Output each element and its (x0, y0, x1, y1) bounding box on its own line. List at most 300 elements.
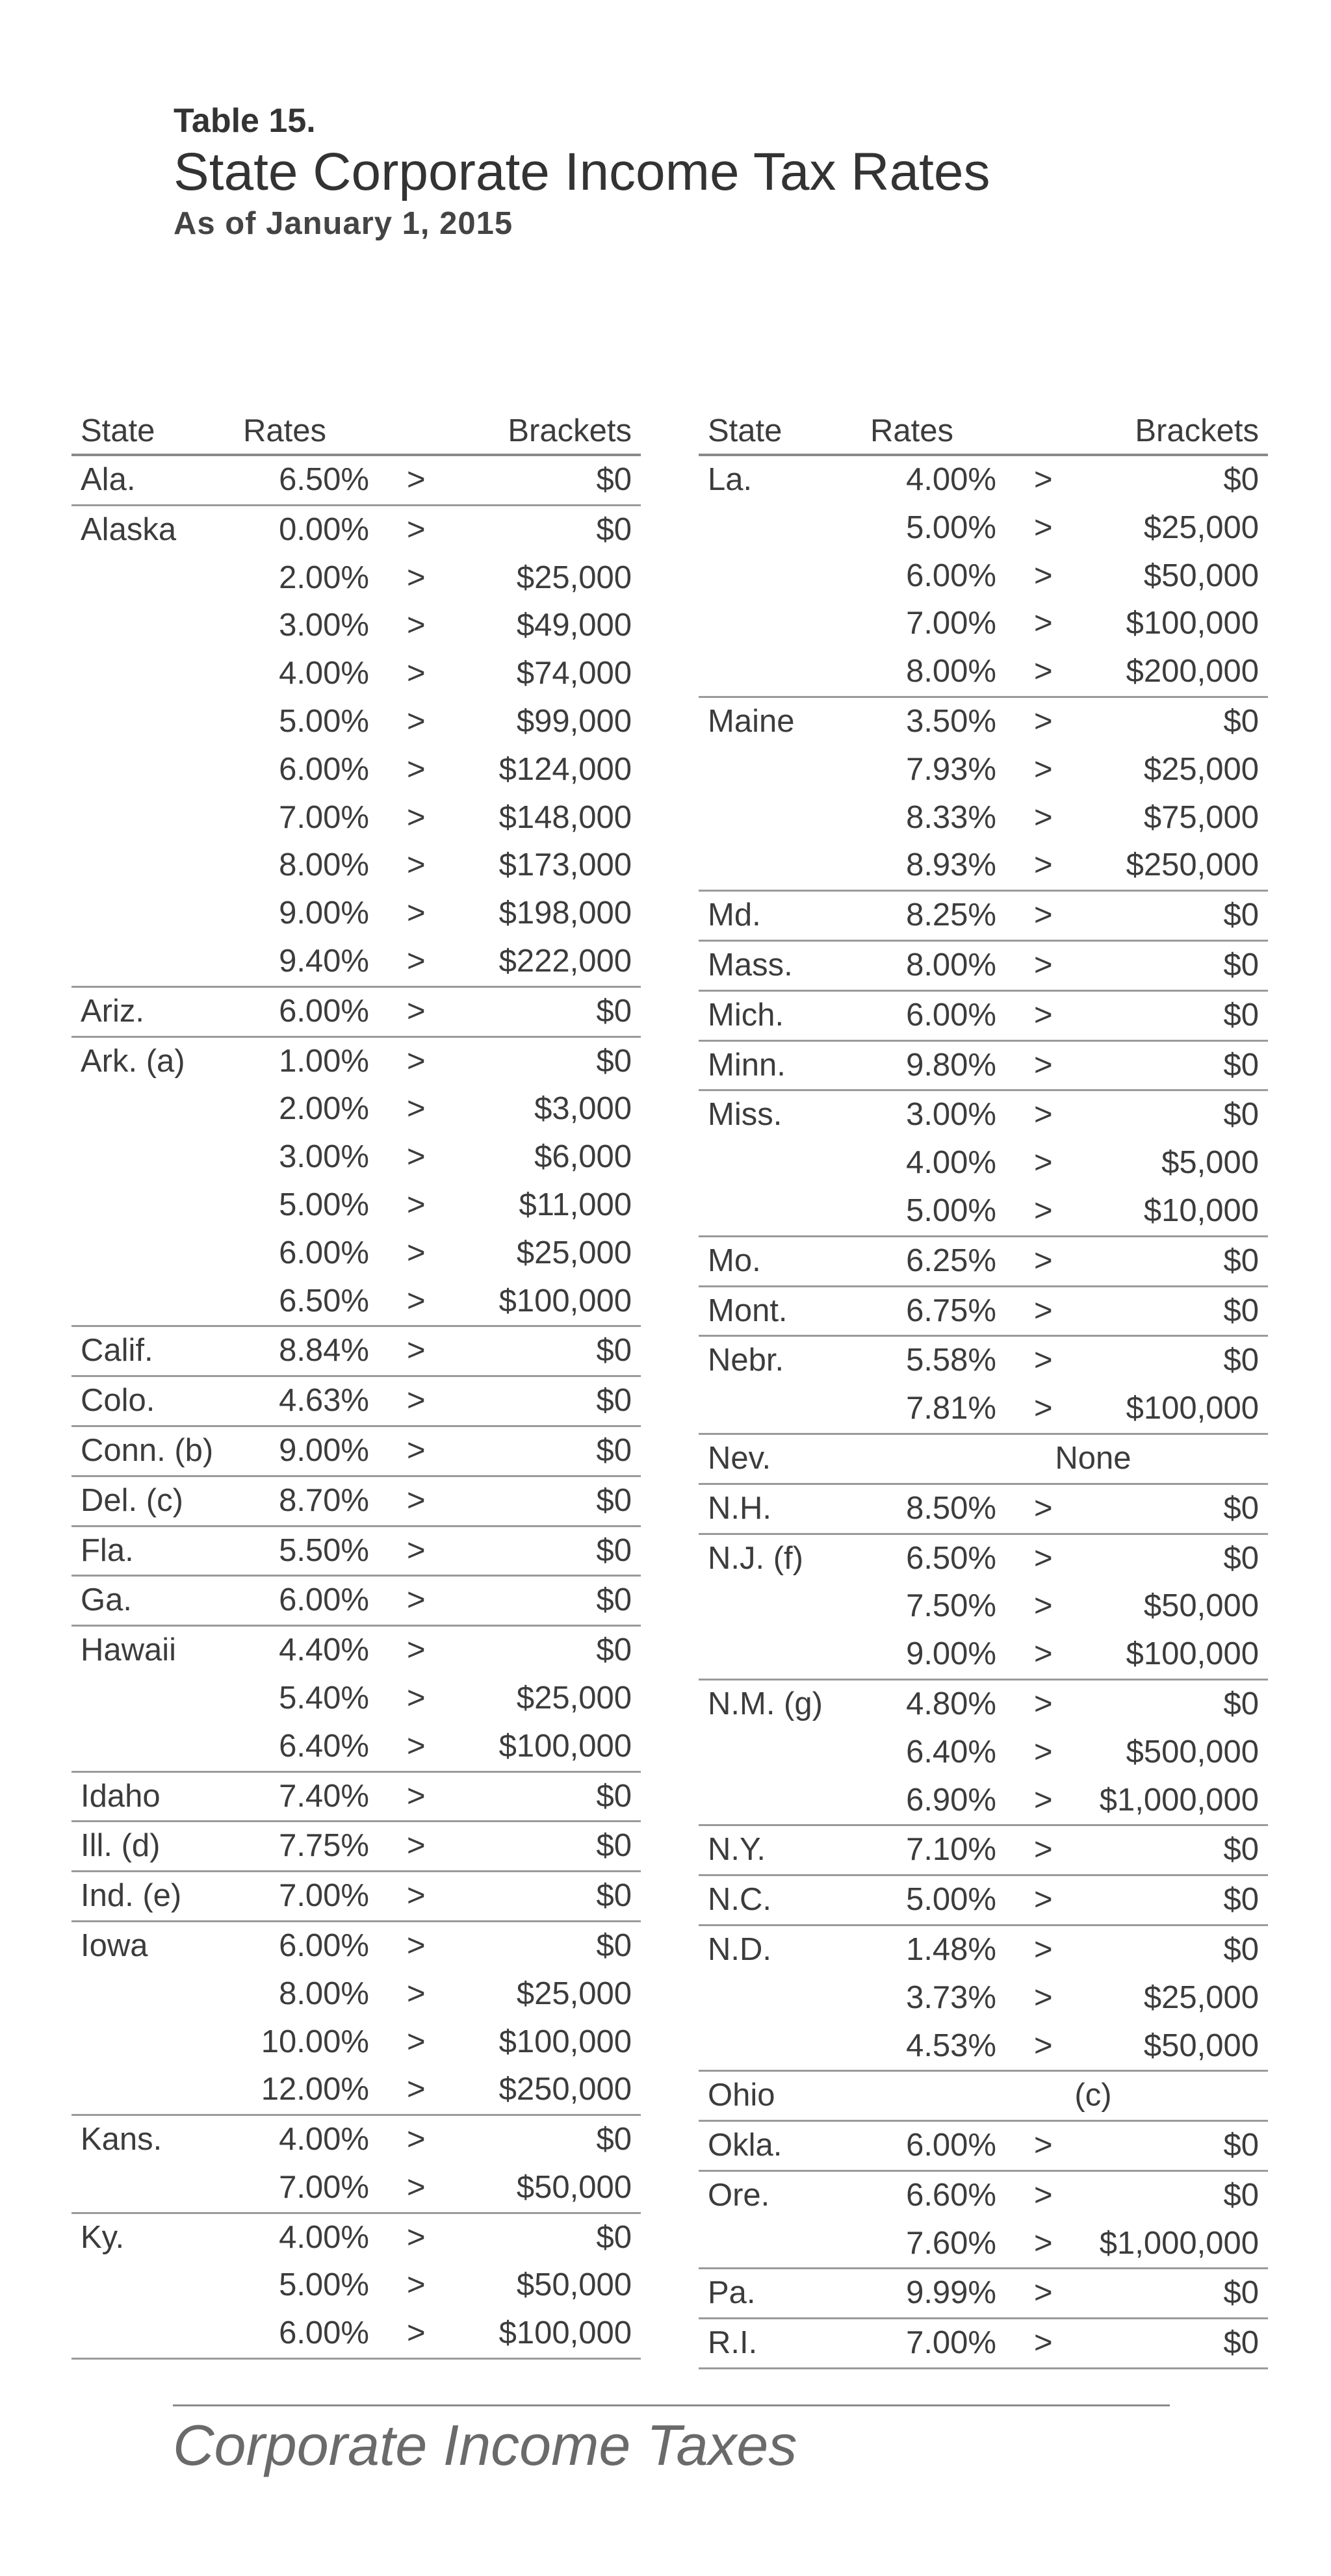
table-row (699, 2317, 1268, 2369)
rate-cell: 1.48% (906, 1931, 996, 1967)
greater-than-cell: > (1034, 799, 1053, 835)
greater-than-cell: > (407, 1680, 426, 1716)
table-row (71, 2164, 641, 2212)
greater-than-cell: > (1034, 1636, 1053, 1672)
rate-cell: 5.00% (906, 1192, 996, 1228)
table-row (699, 696, 1268, 746)
rate-cell: 7.93% (906, 751, 996, 787)
table-row (71, 1475, 641, 1525)
table-row (71, 2212, 641, 2262)
greater-than-cell: > (407, 1187, 426, 1222)
table-row (699, 600, 1268, 648)
table-row (71, 698, 641, 746)
table-row (699, 2120, 1268, 2170)
greater-than-cell: > (1034, 606, 1053, 641)
bracket-cell: $0 (1223, 997, 1259, 1033)
greater-than-cell: > (1034, 2275, 1053, 2311)
bracket-cell: $0 (1223, 1343, 1259, 1378)
bracket-cell: $75,000 (1143, 799, 1259, 835)
column-header-rates: Rates (870, 413, 954, 448)
state-cell: N.H. (708, 1490, 771, 1526)
state-cell: Del. (c) (81, 1482, 183, 1518)
rate-cell: 9.00% (906, 1636, 996, 1672)
greater-than-cell: > (1034, 2028, 1053, 2063)
bracket-cell: $100,000 (1126, 1391, 1259, 1426)
bracket-cell: $0 (1223, 947, 1259, 983)
rate-cell: 8.33% (906, 799, 996, 835)
bracket-cell: $0 (596, 1828, 632, 1864)
rate-cell: 6.00% (279, 1927, 369, 1963)
rate-cell: 6.00% (279, 1582, 369, 1618)
greater-than-cell: > (407, 2024, 426, 2059)
greater-than-cell: > (407, 2267, 426, 2303)
rate-cell: 4.00% (906, 462, 996, 497)
bracket-cell: $0 (596, 2122, 632, 2157)
bracket-cell: $0 (596, 993, 632, 1029)
greater-than-cell: > (1034, 1490, 1053, 1526)
table-row (71, 602, 641, 650)
rate-cell: 6.40% (906, 1734, 996, 1770)
bracket-cell: $25,000 (516, 1680, 632, 1716)
state-cell: Kans. (81, 2122, 162, 2157)
state-cell: Pa. (708, 2275, 756, 2311)
state-cell: Colo. (81, 1383, 155, 1419)
state-cell: Mich. (708, 997, 784, 1033)
greater-than-cell: > (407, 1383, 426, 1419)
table-row (71, 842, 641, 890)
bracket-cell: $0 (596, 511, 632, 547)
greater-than-cell: > (407, 608, 426, 643)
greater-than-cell: > (1034, 1686, 1053, 1721)
column-header-brackets: Brackets (508, 413, 632, 448)
table-row (699, 890, 1268, 940)
rate-cell: 0.00% (279, 511, 369, 547)
greater-than-cell: > (407, 1482, 426, 1518)
state-cell: Hawaii (81, 1632, 177, 1668)
state-cell: N.D. (708, 1931, 771, 1967)
state-cell: Nev. (708, 1440, 771, 1476)
state-cell: R.I. (708, 2325, 758, 2361)
table-row (699, 2170, 1268, 2220)
rate-cell: 7.00% (906, 2325, 996, 2361)
greater-than-cell: > (407, 1432, 426, 1468)
bracket-cell: $0 (1223, 1882, 1259, 1918)
table-row (71, 1525, 641, 1575)
greater-than-cell: > (1034, 1882, 1053, 1918)
footer-divider (173, 2404, 1170, 2406)
rate-cell: 4.00% (279, 656, 369, 691)
greater-than-cell: > (407, 1139, 426, 1175)
bracket-cell: $100,000 (498, 2315, 632, 2351)
rate-cell: 9.00% (279, 1432, 369, 1468)
table-row (71, 1920, 641, 1970)
greater-than-cell: > (407, 943, 426, 979)
bracket-cell: $0 (1223, 1293, 1259, 1328)
rate-cell: 7.60% (906, 2225, 996, 2261)
note-cell: (c) (1074, 2078, 1112, 2113)
rate-cell: 4.40% (279, 1632, 369, 1668)
rate-cell: 4.63% (279, 1383, 369, 1419)
bracket-cell: $0 (1223, 2325, 1259, 2361)
table-row (71, 938, 641, 986)
bracket-cell: $100,000 (498, 1283, 632, 1319)
bracket-cell: $0 (1223, 2275, 1259, 2311)
table-row (699, 990, 1268, 1040)
state-cell: Ga. (81, 1582, 132, 1618)
table-row (71, 650, 641, 698)
rate-cell: 8.00% (906, 654, 996, 689)
rate-cell: 7.75% (279, 1828, 369, 1864)
greater-than-cell: > (1034, 2177, 1053, 2213)
greater-than-cell: > (1034, 509, 1053, 545)
table-row (71, 1870, 641, 1920)
bracket-cell: $124,000 (498, 751, 632, 787)
greater-than-cell: > (1034, 1243, 1053, 1278)
greater-than-cell: > (1034, 847, 1053, 883)
greater-than-cell: > (1034, 1979, 1053, 2015)
greater-than-cell: > (1034, 897, 1053, 933)
table-row (71, 456, 641, 504)
table-row (699, 1285, 1268, 1335)
greater-than-cell: > (407, 2169, 426, 2205)
bracket-cell: $0 (1223, 1832, 1259, 1868)
greater-than-cell: > (407, 1091, 426, 1127)
rate-cell: 12.00% (261, 2072, 369, 2107)
bracket-cell: $250,000 (1126, 847, 1259, 883)
state-cell: La. (708, 462, 753, 497)
bracket-cell: $0 (1223, 1540, 1259, 1576)
bracket-cell: $49,000 (516, 608, 632, 643)
table-row (699, 1040, 1268, 1090)
table-row (71, 504, 641, 554)
greater-than-cell: > (1034, 1782, 1053, 1818)
rate-cell: 5.00% (279, 703, 369, 739)
table-number: Table 15. (174, 102, 316, 140)
state-cell: Alaska (81, 511, 177, 547)
state-cell: Conn. (b) (81, 1432, 214, 1468)
greater-than-cell: > (407, 1927, 426, 1963)
rate-cell: 5.40% (279, 1680, 369, 1716)
state-cell: Calif. (81, 1333, 153, 1369)
table-row (71, 1133, 641, 1181)
table-row (699, 1679, 1268, 1729)
rate-cell: 5.00% (906, 509, 996, 545)
greater-than-cell: > (407, 2122, 426, 2157)
table-row (71, 1675, 641, 1723)
table-row (71, 1036, 641, 1086)
state-cell: Okla. (708, 2128, 782, 2163)
rate-cell: 6.90% (906, 1782, 996, 1818)
state-cell: Miss. (708, 1097, 782, 1133)
table-row (699, 1139, 1268, 1187)
greater-than-cell: > (407, 2072, 426, 2107)
bracket-cell: $0 (596, 1632, 632, 1668)
rate-cell: 7.81% (906, 1391, 996, 1426)
table-row (71, 1970, 641, 2018)
table-row (71, 554, 641, 602)
bracket-cell: $500,000 (1126, 1734, 1259, 1770)
greater-than-cell: > (1034, 1540, 1053, 1576)
bracket-cell: $100,000 (498, 2024, 632, 2059)
greater-than-cell: > (1034, 751, 1053, 787)
bracket-cell: $25,000 (516, 1976, 632, 2011)
rate-cell: 9.99% (906, 2275, 996, 2311)
table-row (699, 1335, 1268, 1385)
state-cell: Ky. (81, 2219, 125, 2255)
greater-than-cell: > (1034, 1832, 1053, 1868)
table-row (699, 2267, 1268, 2317)
bracket-cell: $250,000 (498, 2072, 632, 2107)
bracket-cell: $25,000 (1143, 751, 1259, 787)
greater-than-cell: > (407, 1283, 426, 1319)
bracket-cell: $0 (596, 1878, 632, 1914)
table-row (71, 794, 641, 842)
rate-cell: 8.93% (906, 847, 996, 883)
bracket-cell: $25,000 (1143, 1979, 1259, 2015)
greater-than-cell: > (407, 462, 426, 497)
greater-than-cell: > (1034, 2325, 1053, 2361)
rate-cell: 6.00% (279, 2315, 369, 2351)
rate-cell: 6.00% (279, 1235, 369, 1270)
bracket-cell: $0 (1223, 2177, 1259, 2213)
rate-cell: 10.00% (261, 2024, 369, 2059)
greater-than-cell: > (1034, 997, 1053, 1033)
rate-cell: 9.80% (906, 1047, 996, 1083)
greater-than-cell: > (1034, 1391, 1053, 1426)
table-row (699, 940, 1268, 990)
table-row (71, 2261, 641, 2310)
rate-cell: 4.53% (906, 2028, 996, 2063)
state-cell: Idaho (81, 1778, 161, 1814)
table-row (699, 1729, 1268, 1777)
rate-cell: 6.00% (906, 997, 996, 1033)
bracket-cell: $0 (1223, 1490, 1259, 1526)
bracket-cell: $0 (1223, 703, 1259, 739)
bracket-cell: $0 (1223, 462, 1259, 497)
table-row (699, 1483, 1268, 1533)
table-row (71, 1278, 641, 1326)
greater-than-cell: > (407, 1235, 426, 1270)
rate-cell: 6.50% (279, 1283, 369, 1319)
table-row (71, 1625, 641, 1675)
greater-than-cell: > (1034, 1588, 1053, 1624)
state-cell: Iowa (81, 1927, 148, 1963)
table-row (699, 746, 1268, 794)
greater-than-cell: > (1034, 1192, 1053, 1228)
bracket-cell: $1,000,000 (1099, 2225, 1259, 2261)
bracket-cell: $200,000 (1126, 654, 1259, 689)
rate-cell: 4.00% (279, 2122, 369, 2157)
bracket-cell: $0 (596, 1333, 632, 1369)
table-row (699, 1874, 1268, 1924)
rate-cell: 7.40% (279, 1778, 369, 1814)
table-row (699, 1385, 1268, 1433)
greater-than-cell: > (1034, 462, 1053, 497)
table-row (699, 1924, 1268, 1974)
table-row (71, 1820, 641, 1870)
greater-than-cell: > (407, 1532, 426, 1568)
state-cell: Ala. (81, 462, 136, 497)
rate-cell: 5.58% (906, 1343, 996, 1378)
bracket-cell: $50,000 (1143, 558, 1259, 593)
greater-than-cell: > (1034, 1343, 1053, 1378)
table-row (699, 2022, 1268, 2070)
table-row (699, 456, 1268, 504)
bracket-cell: $0 (596, 1582, 632, 1618)
rate-cell: 3.00% (906, 1097, 996, 1133)
state-cell: Ill. (d) (81, 1828, 161, 1864)
rate-cell: 6.00% (279, 993, 369, 1029)
table-row (699, 1187, 1268, 1235)
bracket-cell: $0 (596, 1482, 632, 1518)
rate-cell: 7.50% (906, 1588, 996, 1624)
bracket-cell: $74,000 (516, 656, 632, 691)
table-header-row (71, 408, 641, 456)
bracket-cell: $3,000 (534, 1091, 632, 1127)
bracket-cell: $0 (596, 1778, 632, 1814)
state-cell: N.C. (708, 1882, 771, 1918)
table-row (699, 1089, 1268, 1139)
greater-than-cell: > (407, 1976, 426, 2011)
column-header-state: State (708, 413, 782, 448)
rate-cell: 7.00% (279, 1878, 369, 1914)
bracket-cell: $25,000 (516, 1235, 632, 1270)
bracket-cell: $0 (1223, 1047, 1259, 1083)
greater-than-cell: > (407, 511, 426, 547)
state-cell: Ind. (e) (81, 1878, 182, 1914)
rate-cell: 8.84% (279, 1333, 369, 1369)
table-row (71, 1575, 641, 1625)
state-cell: N.M. (g) (708, 1686, 823, 1721)
greater-than-cell: > (407, 703, 426, 739)
rate-cell: 8.25% (906, 897, 996, 933)
rate-cell: 6.75% (906, 1293, 996, 1328)
table-right (699, 408, 1268, 2369)
rate-cell: 6.50% (279, 462, 369, 497)
state-cell: Minn. (708, 1047, 786, 1083)
greater-than-cell: > (407, 847, 426, 883)
table-row (71, 2066, 641, 2114)
table-row (699, 552, 1268, 600)
table-row (71, 1085, 641, 1133)
table-row (71, 1375, 641, 1425)
state-cell: N.J. (f) (708, 1540, 803, 1576)
table-header-row (699, 408, 1268, 456)
state-cell: Ohio (708, 2078, 775, 2113)
state-cell: Ark. (a) (81, 1043, 185, 1079)
rate-cell: 9.40% (279, 943, 369, 979)
rate-cell: 3.00% (279, 608, 369, 643)
bracket-cell: $0 (596, 1043, 632, 1079)
bracket-cell: $0 (596, 1432, 632, 1468)
table-row (699, 1433, 1268, 1483)
bracket-cell: $50,000 (516, 2169, 632, 2205)
rate-cell: 6.60% (906, 2177, 996, 2213)
bracket-cell: $0 (1223, 897, 1259, 933)
bracket-cell: $100,000 (1126, 606, 1259, 641)
column-header-brackets: Brackets (1135, 413, 1259, 448)
table-row (699, 504, 1268, 552)
state-cell: Fla. (81, 1532, 134, 1568)
table-row (71, 2310, 641, 2360)
bracket-cell: $148,000 (498, 799, 632, 835)
table-row (71, 986, 641, 1036)
rate-cell: 8.00% (279, 1976, 369, 2011)
greater-than-cell: > (1034, 2128, 1053, 2163)
bracket-cell: $50,000 (1143, 2028, 1259, 2063)
rate-cell: 3.50% (906, 703, 996, 739)
bracket-cell: $173,000 (498, 847, 632, 883)
rate-cell: 2.00% (279, 1091, 369, 1127)
bracket-cell: $0 (1223, 2128, 1259, 2163)
rate-cell: 1.00% (279, 1043, 369, 1079)
table-row (699, 842, 1268, 890)
bracket-cell: $0 (596, 1532, 632, 1568)
bracket-cell: $25,000 (516, 560, 632, 595)
greater-than-cell: > (1034, 1734, 1053, 1770)
greater-than-cell: > (1034, 1145, 1053, 1181)
greater-than-cell: > (1034, 1931, 1053, 1967)
greater-than-cell: > (1034, 947, 1053, 983)
bracket-cell: $0 (1223, 1931, 1259, 1967)
rate-cell: 6.00% (279, 751, 369, 787)
bracket-cell: $11,000 (519, 1187, 632, 1222)
rate-cell: 6.25% (906, 1243, 996, 1278)
table-left (71, 408, 641, 2360)
note-cell: None (1055, 1440, 1131, 1476)
greater-than-cell: > (407, 2315, 426, 2351)
table-row (71, 890, 641, 938)
state-cell: N.Y. (708, 1832, 766, 1868)
state-cell: Mass. (708, 947, 793, 983)
column-header-rates: Rates (243, 413, 327, 448)
table-row (699, 1824, 1268, 1874)
bracket-cell: $100,000 (498, 1728, 632, 1764)
rate-cell: 5.00% (279, 1187, 369, 1222)
rate-cell: 5.00% (279, 2267, 369, 2303)
bracket-cell: $50,000 (1143, 1588, 1259, 1624)
greater-than-cell: > (407, 1828, 426, 1864)
rate-cell: 4.80% (906, 1686, 996, 1721)
table-row (71, 1325, 641, 1375)
greater-than-cell: > (407, 1728, 426, 1764)
table-row (71, 746, 641, 794)
rate-cell: 5.00% (906, 1882, 996, 1918)
state-cell: Nebr. (708, 1343, 784, 1378)
greater-than-cell: > (407, 1632, 426, 1668)
rate-cell: 7.00% (906, 606, 996, 641)
bracket-cell: $0 (596, 2219, 632, 2255)
greater-than-cell: > (1034, 654, 1053, 689)
rate-cell: 7.10% (906, 1832, 996, 1868)
greater-than-cell: > (407, 751, 426, 787)
table-row (699, 2220, 1268, 2268)
bracket-cell: $0 (596, 462, 632, 497)
footer-section-title: Corporate Income Taxes (173, 2413, 797, 2477)
rate-cell: 7.00% (279, 2169, 369, 2205)
state-cell: Maine (708, 703, 795, 739)
table-row (699, 2070, 1268, 2120)
table-row (71, 1771, 641, 1821)
state-cell: Md. (708, 897, 761, 933)
state-cell: Ariz. (81, 993, 144, 1029)
bracket-cell: $25,000 (1143, 509, 1259, 545)
state-cell: Ore. (708, 2177, 770, 2213)
greater-than-cell: > (407, 1778, 426, 1814)
greater-than-cell: > (407, 1878, 426, 1914)
rate-cell: 6.40% (279, 1728, 369, 1764)
bracket-cell: $5,000 (1161, 1145, 1259, 1181)
